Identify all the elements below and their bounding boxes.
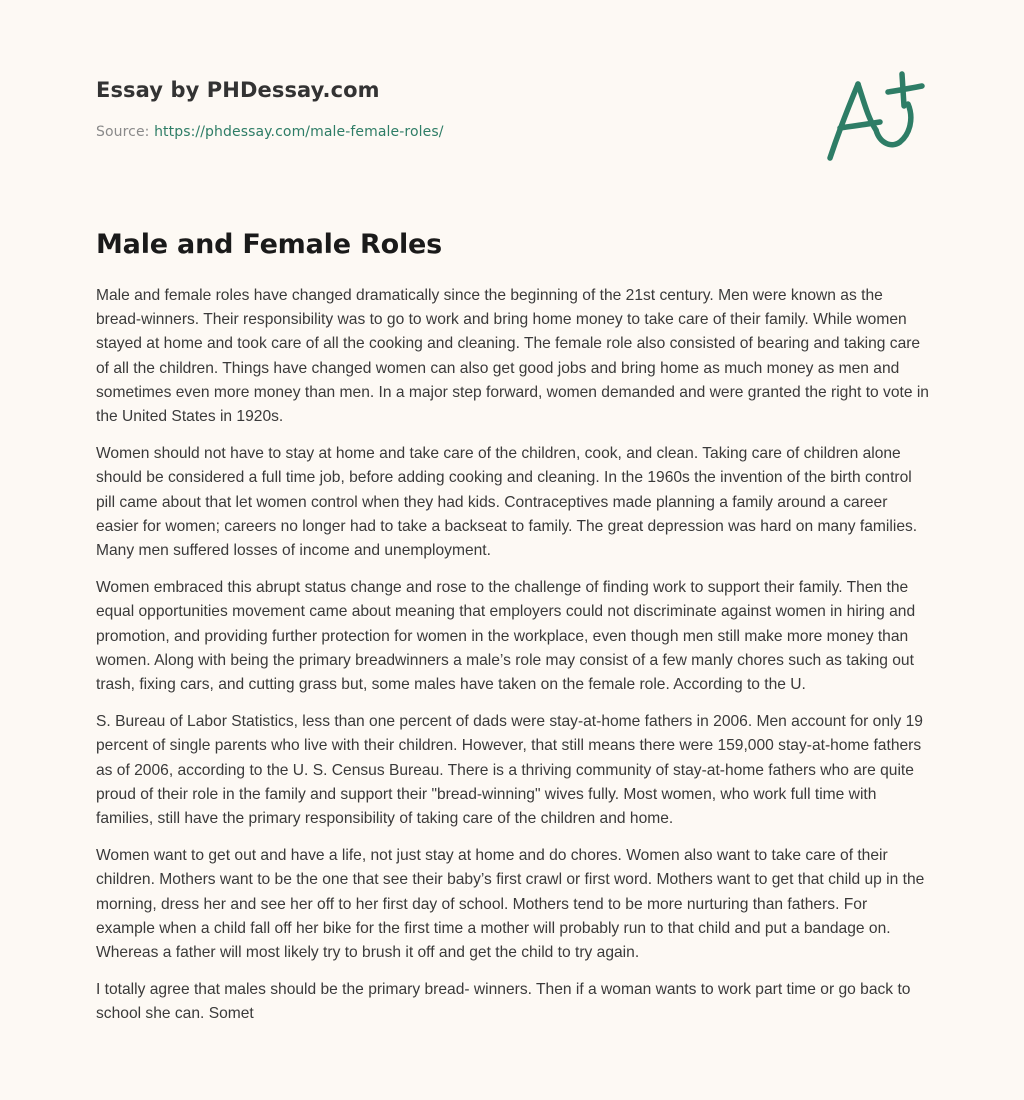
- essay-paragraph: Women should not have to stay at home and take care of the children, cook, and clean. Taking care of children alone should be considered a full time job, before adding cooking and cleaning. In the 1960s the invention of the birth control pill came about that let women control when they had kids. Contraceptives made planning a family around a career easier for women; careers no longer had to take a backseat to family. The great depression was hard on many families. Many men suffered losses of income and unemployment.: [96, 445, 918, 560]
- essay-paragraph: S. Bureau of Labor Statistics, less than one percent of dads were stay-at-home fathers in 2006. Men account for only 19 percent of single parents who live with their children. However, that still means there were 159,000 stay-at-home fathers as of 2006, according to the U. S. Census Bureau. There is a thriving community of stay-at-home fathers who are quite proud of their role in the family and support their "bread-winning" wives fully. Most women, who work full time with families, still have the primary responsibility of taking care of the children and home.: [96, 713, 923, 828]
- source-label: Source:: [96, 124, 155, 140]
- essay-paragraph: Women embraced this abrupt status change and rose to the challenge of finding work to support their family. Then the equal opportunities movement came about meaning that employers could not discriminate against women in hiring and promotion, and providing further protection for women in the workplace, even though men still make more money than women. Along with being the primary breadwinners a male’s role may consist of a few manly chores such as taking out trash, fixing cars, and cutting grass but, some males have taken on the female role. According to the U.: [96, 579, 916, 694]
- a-plus-grade-icon: [820, 62, 936, 166]
- essay-title: Male and Female Roles: [96, 229, 442, 260]
- essay-paragraph: I totally agree that males should be the primary bread- winners. Then if a woman wants to work part time or go back to school she can. Somet: [96, 981, 911, 1023]
- essay-paragraph: Male and female roles have changed dramatically since the beginning of the 21st century. Men were known as the bread-winners. Their responsibility was to go to work and bring home money to take care of their family. While women stayed at home and took care of all the cooking and cleaning. The female role also consisted of bearing and taking care of all the children. Things have changed women can also get good jobs and bring home as much money as men and sometimes even more money than men. In a major step forward, women demanded and were granted the right to vote in the United States in 1920s.: [96, 287, 929, 426]
- essay-paragraph: Women want to get out and have a life, not just stay at home and do chores. Women also want to take care of their children. Mothers want to be the one that see their baby’s first crawl or first word. Mothers want to get that child up in the morning, dress her and see her off to her first day of school. Mothers tend to be more nurturing than fathers. For example when a child fall off her bike for the first time a mother will probably run to that child and put a bandage on. Whereas a father will most likely try to brush it off and get the child to try again.: [96, 847, 925, 962]
- page-header: [96, 76, 796, 142]
- source-link[interactable]: https://phdessay.com/male-female-roles/: [154, 124, 444, 140]
- brand-title: Essay by PHDessay.com: [96, 78, 380, 102]
- essay-body: [96, 284, 930, 1040]
- source-line: [96, 122, 796, 142]
